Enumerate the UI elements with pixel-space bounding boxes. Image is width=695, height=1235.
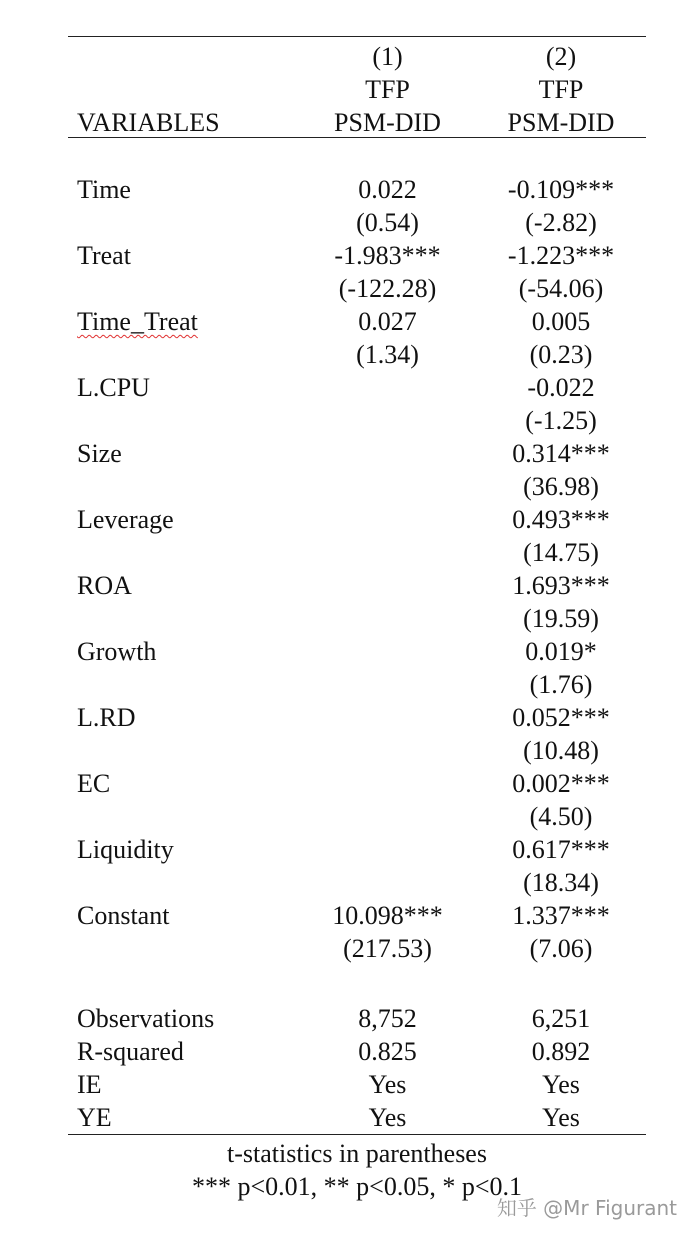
row-variable-name: Time bbox=[77, 175, 131, 204]
row-variable-name: Time_Treat bbox=[77, 307, 198, 336]
tstat-col2: (-2.82) bbox=[525, 208, 597, 237]
stat-name: IE bbox=[77, 1070, 102, 1099]
stat-col2: 0.892 bbox=[531, 1037, 591, 1066]
tstat-col1: (-122.28) bbox=[338, 274, 437, 303]
stat-col1: Yes bbox=[368, 1070, 407, 1099]
stat-name: YE bbox=[77, 1103, 112, 1132]
coef-col2: 0.493*** bbox=[512, 505, 610, 534]
watermark: 知乎 @Mr Figurant bbox=[496, 1196, 677, 1220]
header-rule bbox=[68, 137, 646, 138]
row-variable-name: Size bbox=[77, 439, 122, 468]
row-variable-name: Treat bbox=[77, 241, 131, 270]
row-variable-name: ROA bbox=[77, 571, 132, 600]
tstat-col2: (18.34) bbox=[523, 868, 599, 897]
row-variable-name: EC bbox=[77, 769, 111, 798]
coef-col2: 0.617*** bbox=[512, 835, 610, 864]
coef-col2: 0.052*** bbox=[512, 703, 610, 732]
stat-col1: 0.825 bbox=[358, 1037, 417, 1066]
tstat-col2: (14.75) bbox=[523, 538, 599, 567]
stat-col2: 6,251 bbox=[531, 1004, 591, 1033]
col1-method: PSM-DID bbox=[334, 108, 441, 137]
coef-col2: 0.002*** bbox=[512, 769, 610, 798]
tstat-col2: (19.59) bbox=[523, 604, 599, 633]
tstat-col1: (217.53) bbox=[343, 934, 432, 963]
tstat-col2: (7.06) bbox=[529, 934, 593, 963]
notes-tstat: t-statistics in parentheses bbox=[227, 1139, 487, 1168]
coef-col2: 1.693*** bbox=[512, 571, 610, 600]
tstat-col2: (1.76) bbox=[529, 670, 593, 699]
coef-col2: 1.337*** bbox=[512, 901, 610, 930]
coef-col2: -0.109*** bbox=[507, 175, 615, 204]
row-variable-name: Growth bbox=[77, 637, 157, 666]
stat-name: Observations bbox=[77, 1004, 215, 1033]
col2-method: PSM-DID bbox=[507, 108, 615, 137]
col1-depvar: TFP bbox=[365, 75, 410, 104]
coef-col1: -1.983*** bbox=[334, 241, 441, 270]
coef-col1: 0.027 bbox=[358, 307, 417, 336]
stat-col2: Yes bbox=[542, 1070, 580, 1099]
stat-col1: Yes bbox=[368, 1103, 407, 1132]
bottom-rule bbox=[68, 1134, 646, 1135]
coef-col2: -1.223*** bbox=[507, 241, 615, 270]
col2-number: (2) bbox=[545, 42, 577, 71]
variables-header: VARIABLES bbox=[77, 108, 220, 137]
coef-col2: -0.022 bbox=[527, 373, 595, 402]
notes-significance: *** p<0.01, ** p<0.05, * p<0.1 bbox=[192, 1172, 522, 1201]
tstat-col2: (10.48) bbox=[523, 736, 599, 765]
coef-col2: 0.019* bbox=[525, 637, 597, 666]
row-variable-name: L.RD bbox=[77, 703, 136, 732]
row-variable-name: Leverage bbox=[77, 505, 174, 534]
coef-col1: 0.022 bbox=[358, 175, 417, 204]
row-variable-name: Liquidity bbox=[77, 835, 174, 864]
top-rule bbox=[68, 36, 646, 37]
col2-depvar: TFP bbox=[538, 75, 584, 104]
tstat-col2: (-1.25) bbox=[525, 406, 597, 435]
stat-col1: 8,752 bbox=[358, 1004, 417, 1033]
tstat-col1: (1.34) bbox=[356, 340, 419, 369]
tstat-col2: (4.50) bbox=[529, 802, 593, 831]
row-variable-name: Constant bbox=[77, 901, 170, 930]
coef-col2: 0.005 bbox=[531, 307, 591, 336]
coef-col2: 0.314*** bbox=[512, 439, 610, 468]
stat-col2: Yes bbox=[542, 1103, 580, 1132]
stat-name: R-squared bbox=[77, 1037, 184, 1066]
row-variable-name: L.CPU bbox=[77, 373, 150, 402]
col1-number: (1) bbox=[372, 42, 403, 71]
coef-col1: 10.098*** bbox=[332, 901, 443, 930]
tstat-col2: (36.98) bbox=[523, 472, 599, 501]
tstat-col1: (0.54) bbox=[356, 208, 419, 237]
tstat-col2: (0.23) bbox=[529, 340, 593, 369]
tstat-col2: (-54.06) bbox=[518, 274, 604, 303]
